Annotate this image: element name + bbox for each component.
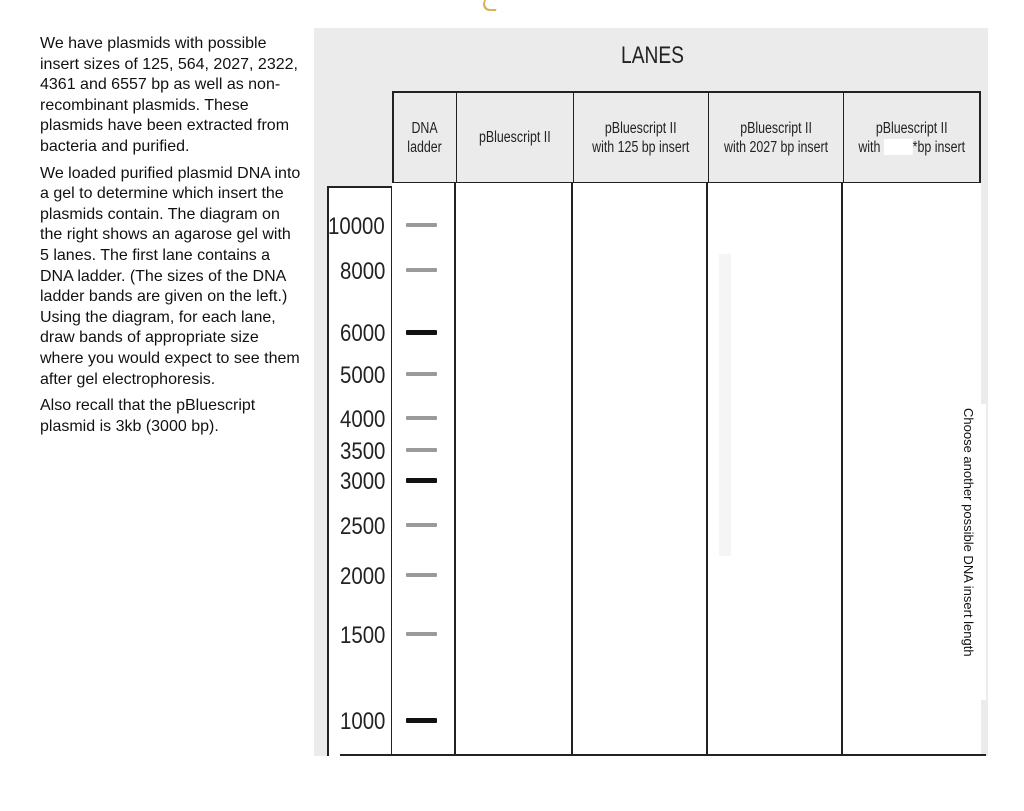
lane-divider — [571, 183, 573, 756]
gel-bottom-line — [340, 754, 986, 756]
lane-header-line2: ladder — [407, 138, 443, 156]
lane-header-line2-prefix: with — [858, 138, 881, 156]
ladder-size-label: 2000 — [339, 563, 385, 590]
ladder-band — [406, 416, 437, 420]
ladder-band — [406, 372, 437, 376]
ladder-size-label: 5000 — [339, 362, 385, 389]
ladder-size-label: 3000 — [339, 468, 385, 495]
ladder-band — [406, 632, 437, 636]
instructions-paragraph-3: Also recall that the pBluescript plasmid is 3kb (3000 bp). — [40, 397, 256, 435]
lane-header-line1: pBluescript II — [479, 129, 551, 146]
lane-smudge — [719, 254, 731, 556]
lane-header-line1: DNA — [411, 119, 439, 137]
ladder-size-label: 1500 — [339, 622, 385, 649]
ladder-band — [406, 718, 437, 723]
ladder-size-label: 1000 — [339, 708, 385, 735]
lane-header-2027bp-insert — [709, 93, 844, 182]
ladder-band — [406, 268, 437, 272]
instructions — [40, 34, 302, 443]
lane-header-custom-insert — [844, 93, 979, 182]
insert-length-blank[interactable] — [884, 139, 913, 155]
ladder-size-label: 2500 — [339, 513, 385, 540]
lane-divider — [841, 183, 843, 756]
lane-header-line1: pBluescript II — [605, 119, 677, 137]
lane-header-line2-suffix: *bp insert — [912, 138, 965, 156]
lanes-title: LANES — [621, 42, 684, 69]
lane-divider — [706, 183, 708, 756]
decorative-mark — [480, 0, 500, 11]
instructions-paragraph-2: We loaded purified plasmid DNA into a gel to determine which insert the plasmids contain. The diagram on the right shows an agarose gel with 5 lanes. The first lane contains a DNA ladder. (The sizes of the DNA ladder bands are given on the left.) Using the diagram, for each lane, draw bands of appropriate size where you would expect to see them after gel electrophoresis. — [40, 164, 301, 388]
ladder-size-label: 6000 — [339, 320, 385, 347]
instructions-paragraph-1: We have plasmids with possible insert sizes of 125, 564, 2027, 2322, 4361 and 6557 bp as well as non-recombinant plasmids. These plasmids have been extracted from bacteria and purified. — [40, 35, 298, 155]
lane-header-line1: pBluescript II — [875, 119, 948, 137]
ladder-band — [406, 448, 437, 452]
lane-header-line2: with 125 bp insert — [592, 138, 690, 156]
lane-divider — [454, 183, 456, 756]
ladder-band — [406, 573, 437, 577]
lane-header-dna-ladder — [394, 93, 457, 182]
ladder-band — [406, 223, 437, 227]
lane-header-pbluescript — [457, 93, 574, 182]
lane-header-line2: with 2027 bp insert — [723, 138, 829, 156]
lane-header-125bp-insert — [574, 93, 709, 182]
ladder-size-labels — [327, 186, 392, 756]
ladder-size-label: 10000 — [328, 213, 385, 240]
lanes-header-row — [392, 91, 981, 184]
side-note-text: Choose another possible DNA insert length — [961, 408, 976, 657]
ladder-band — [406, 478, 437, 483]
side-note — [936, 404, 986, 700]
lane-header-line1: pBluescript II — [740, 119, 812, 137]
gel-lanes-area — [392, 183, 981, 756]
ladder-size-label: 3500 — [339, 438, 385, 465]
ladder-band — [406, 330, 437, 335]
ladder-size-label: 8000 — [339, 258, 385, 285]
ladder-band — [406, 523, 437, 527]
ladder-size-label: 4000 — [339, 406, 385, 433]
